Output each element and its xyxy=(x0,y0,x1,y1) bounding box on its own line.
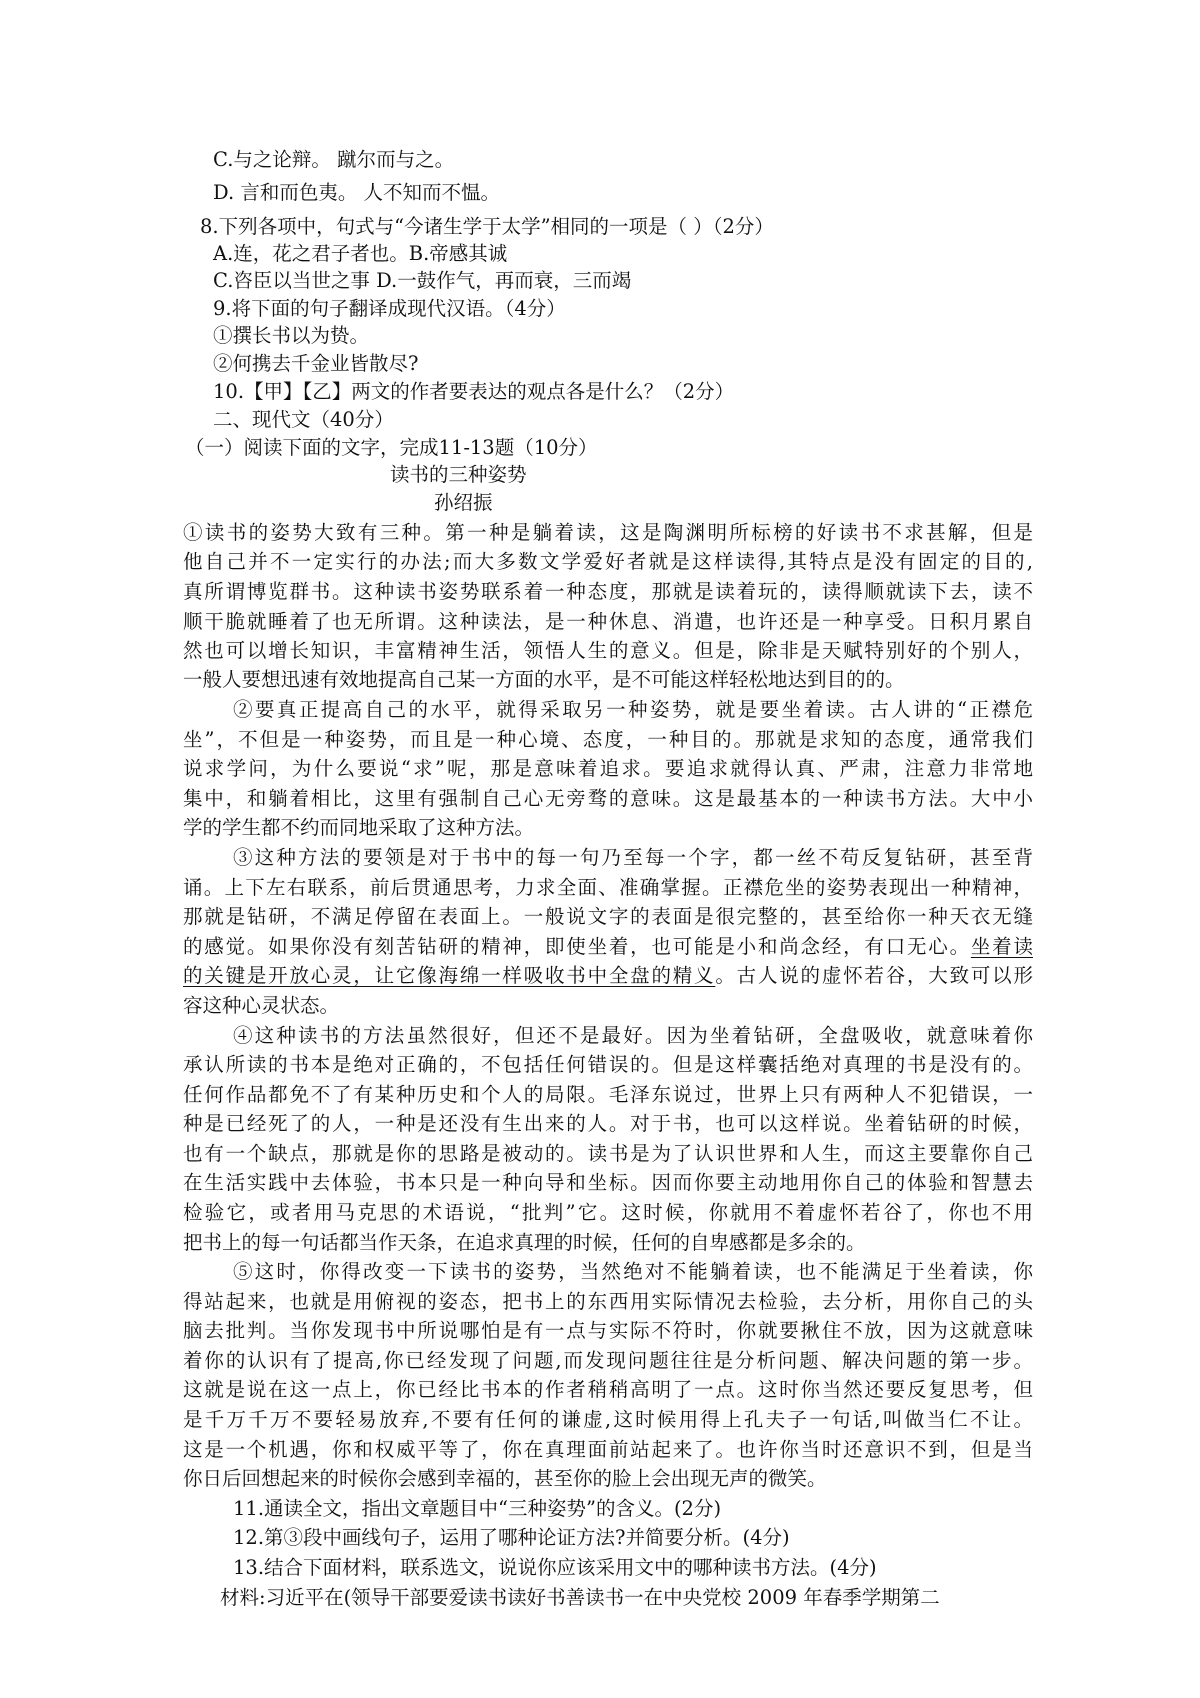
p4-line: 在生活实践中去体验，书本只是一种向导和坐标。因而你要主动地用你自己的体验和智慧去 xyxy=(183,1171,1033,1194)
p5-line: 这是一个机遇，你和权威平等了，你在真理面前站起来了。也许你当时还意识不到，但是当 xyxy=(183,1438,1033,1461)
p5-line: 着你的认识有了提高,你已经发现了问题,而发现问题往往是分析问题、解决问题的第一步。 xyxy=(183,1349,1033,1372)
p4-line: 检验它，或者用马克思的术语说，“批判”它。这时候，你就用不着虚怀若谷了，你也不用 xyxy=(183,1201,1033,1224)
p2-line: 坐”，不但是一种姿势，而且是一种心境、态度，一种目的。那就是求知的态度，通常我们 xyxy=(183,728,1033,751)
q11-stem: 11.通读全文，指出文章题目中“三种姿势”的含义。(2分) xyxy=(233,1497,722,1520)
p1-line: 一般人要想迅速有效地提高自己某一方面的水平，是不可能这样轻松地达到目的的。 xyxy=(183,668,905,691)
part1-intro: （一）阅读下面的文字，完成11-13题（10分） xyxy=(185,436,598,459)
article-title: 读书的三种姿势 xyxy=(390,463,527,486)
q7-option-c: C.与之论辩。 蹴尔而与之。 xyxy=(213,148,455,171)
p4-line: ④这种读书的方法虽然很好，但还不是最好。因为坐着钻研，全盘吸收，就意味着你 xyxy=(233,1024,1033,1047)
q9-sentence-2: ②何携去千金业皆散尽? xyxy=(213,352,419,375)
p4-line: 把书上的每一句话都当作天条，在追求真理的时候，任何的自卑感都是多余的。 xyxy=(183,1231,866,1254)
p5-line: 这就是说在这一点上，你已经比书本的作者稍稍高明了一点。这时你当然还要反复思考，但 xyxy=(183,1378,1033,1401)
p3-line-tail: 。古人说的虚怀若谷，大致可以形 xyxy=(715,964,1033,987)
q7-option-d: D. 言和而色夷。 人不知而不愠。 xyxy=(213,181,501,204)
p4-line: 任何作品都免不了有某种历史和个人的局限。毛泽东说过，世界上只有两种人不犯错误，一 xyxy=(183,1083,1033,1106)
p5-line: 你日后回想起来的时候你会感到幸福的，甚至你的脸上会出现无声的微笑。 xyxy=(183,1467,827,1490)
p3-line: 诵。上下左右联系，前后贯通思考，力求全面、准确掌握。正襟危坐的姿势表现出一种精神， xyxy=(183,876,1033,899)
p2-line: ②要真正提高自己的水平，就得采取另一种姿势，就是要坐着读。古人讲的“正襟危 xyxy=(233,698,1033,721)
underlined-sentence-end: 的关键是开放心灵，让它像海绵一样吸收书中全盘的精义 xyxy=(183,964,716,987)
underlined-sentence-start: 坐着读 xyxy=(970,935,1033,958)
p3-line xyxy=(183,934,1033,960)
p1-line: 他自己并不一定实行的办法;而大多数文学爱好者就是这样读得,其特点是没有固定的目的, xyxy=(183,550,1033,573)
q9-stem: 9.将下面的句子翻译成现代汉语。（4分） xyxy=(213,297,566,320)
p3-line xyxy=(183,963,1033,989)
p1-line: 然也可以增长知识，丰富精神生活，领悟人生的意义。但是，除非是天赋特别好的个别人， xyxy=(183,639,1033,662)
section-heading: 二、现代文（40分） xyxy=(213,408,394,431)
q13-stem: 13.结合下面材料，联系选文，说说你应该采用文中的哪种读书方法。(4分) xyxy=(233,1556,877,1579)
material-text: 材料:习近平在(领导干部要爱读书读好书善读书一在中央党校 2009 年春季学期第二 xyxy=(220,1586,940,1609)
p3-line: 容这种心灵状态。 xyxy=(183,994,340,1017)
p5-line: ⑤这时，你得改变一下读书的姿势，当然绝对不能躺着读，也不能满足于坐着读，你 xyxy=(233,1260,1033,1283)
p5-line: 是千万千万不要轻易放弃,不要有任何的谦虚,这时候用得上孔夫子一句话,叫做当仁不让。 xyxy=(183,1408,1033,1431)
p2-line: 集中，和躺着相比，这里有强制自己心无旁骛的意味。这是最基本的一种读书方法。大中小 xyxy=(183,787,1033,810)
p2-line: 说求学问，为什么要说“求”呢，那是意味着追求。要追求就得认真、严肃，注意力非常地 xyxy=(183,757,1033,780)
p5-line: 脑去批判。当你发现书中所说哪怕是有一点与实际不符时，你就要揪住不放，因为这就意味 xyxy=(183,1319,1033,1342)
q8-options-ab: A.连，花之君子者也。B.帝感其诚 xyxy=(213,242,508,265)
q9-sentence-1: ①撰长书以为贽。 xyxy=(213,324,370,347)
p3-line: 那就是钻研，不满足停留在表面上。一般说文字的表面是很完整的，甚至给你一种天衣无缝 xyxy=(183,905,1033,928)
p4-line: 种是已经死了的人，一种是还没有生出来的人。对于书，也可以这样说。坐着钻研的时候， xyxy=(183,1112,1033,1135)
q12-stem: 12.第③段中画线句子，运用了哪种论证方法?并简要分析。(4分) xyxy=(233,1526,790,1549)
p3-line: ③这种方法的要领是对于书中的每一句乃至每一个字，都一丝不苟反复钻研，甚至背 xyxy=(233,846,1033,869)
p1-line: ①读书的姿势大致有三种。第一种是躺着读，这是陶渊明所标榜的好读书不求甚解，但是 xyxy=(183,521,1033,544)
p1-line: 顺干脆就睡着了也无所谓。这种读法，是一种休息、消遣，也许还是一种享受。日积月累自 xyxy=(183,610,1033,633)
q8-options-cd: C.咨臣以当世之事 D.一鼓作气，再而衰，三而竭 xyxy=(213,269,632,292)
q8-stem: 8.下列各项中，句式与“今诸生学于太学”相同的一项是（ ）（2分） xyxy=(200,215,774,238)
p3-line-text: 的感觉。如果你没有刻苦钻研的精神，即使坐着，也可能是小和尚念经，有口无心。 xyxy=(183,935,971,958)
p2-line: 学的学生都不约而同地采取了这种方法。 xyxy=(183,816,535,839)
p4-line: 也有一个缺点，那就是你的思路是被动的。读书是为了认识世界和人生，而这主要靠你自己 xyxy=(183,1142,1033,1165)
p4-line: 承认所读的书本是绝对正确的，不包括任何错误的。但是这样囊括绝对真理的书是没有的。 xyxy=(183,1053,1033,1076)
q10-stem: 10.【甲】【乙】两文的作者要表达的观点各是什么？（2分） xyxy=(213,380,735,403)
article-author: 孙绍振 xyxy=(434,491,493,514)
p5-line: 得站起来，也就是用俯视的姿态，把书上的东西用实际情况去检验，去分析，用你自己的头 xyxy=(183,1290,1033,1313)
p1-line: 真所谓博览群书。这种读书姿势联系着一种态度，那就是读着玩的，读得顺就读下去，读不 xyxy=(183,580,1033,603)
